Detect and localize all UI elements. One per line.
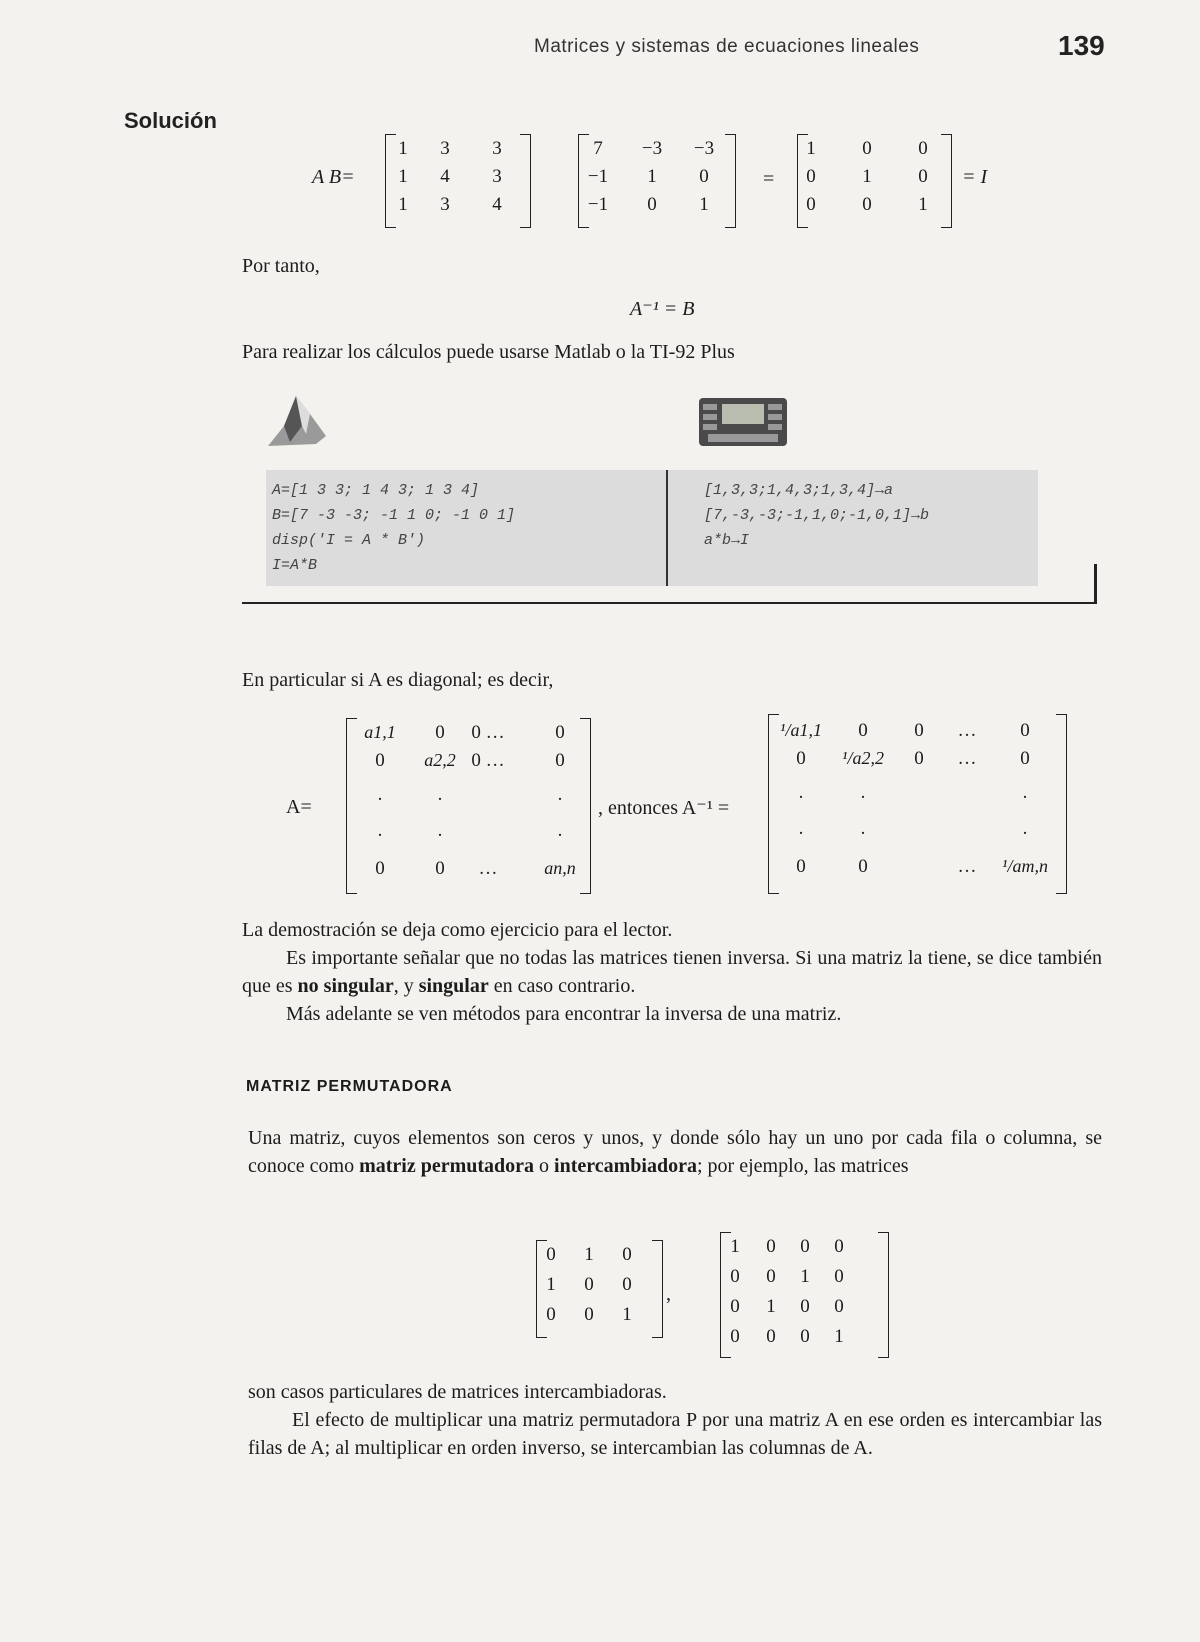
matrix-cell: . [860,782,866,803]
matrix-cell: … [478,858,498,879]
matrix-cell: −1 [587,166,609,187]
matrix-cell: 1 [834,1326,844,1347]
matrix-cell: 0 [918,166,928,187]
matrix-b [585,138,735,228]
matrix-cell: 1 [806,138,816,159]
ti92-code-line: [7,-3,-3;-1,1,0;-1,0,1]→b [704,507,930,524]
matrix-cell: an,n [544,858,576,878]
matrix-cell: 0 [766,1266,776,1287]
matrix-cell: 0 [862,138,872,159]
matrix-cell: 0 [555,722,565,743]
matrix-cell: 0 [834,1296,844,1317]
matrix-cell: 0 [914,748,924,769]
matrix-cell: 0 [796,856,806,877]
matrix-cell: 0 [1020,720,1030,741]
matrix-cell: −3 [641,138,663,159]
matrix-cell: a2,2 [424,750,456,770]
matrix-cell: 3 [440,194,450,215]
tools-sentence: Para realizar los cálculos puede usarse Matlab o la TI-92 Plus [242,341,735,363]
matrix-cell: a1,1 [364,722,396,742]
matrix-cell: ¹/a2,2 [842,748,884,768]
matrix-cell: 0 [555,750,565,771]
matrix-cell: 0 [806,194,816,215]
permutation-matrix-4x4 [726,1236,886,1356]
product-rhs: = I [962,166,988,188]
matrix-cell: 0 [862,194,872,215]
matrix-cell: 0 [796,748,806,769]
matrix-cell: 3 [492,166,502,187]
matrix-cell: −3 [693,138,715,159]
matrix-cell: . [798,782,804,803]
matrix-cell: . [437,784,443,805]
matrix-cell: . [557,784,563,805]
paragraph-permutation-intro: Una matriz, cuyos elementos son ceros y unos, y donde sólo hay un uno por cada fila o columna, se conoce como matriz permutadora o intercambiadora; por ejemplo, las matrices [248,1127,1102,1177]
ti92-code-line: [1,3,3;1,4,3;1,3,4]→a [704,482,894,499]
matrix-cell: 3 [440,138,450,159]
matrix-cell: 0 [375,858,385,879]
matlab-code-line: B=[7 -3 -3; -1 1 0; -1 0 1] [272,507,516,524]
matrix-cell: 1 [647,166,657,187]
matrix-cell: . [1022,782,1028,803]
matrix-cell: 1 [766,1296,776,1317]
matrix-cell: 0 [699,166,709,187]
matrix-cell: . [377,784,383,805]
matrix-cell: 1 [800,1266,810,1287]
diagonal-inverse-matrix [774,720,1064,890]
matrix-cell: 1 [918,194,928,215]
matrix-cell: 0 [622,1244,632,1265]
ti92-code-box [668,470,1038,586]
matlab-code-line: disp('I = A * B') [272,532,426,549]
diagonal-intro: En particular si A es diagonal; es decir, [242,669,554,691]
matrix-cell: … [957,856,977,877]
paragraph-methods: Más adelante se ven métodos para encontrar la inversa de una matriz. [286,1003,842,1025]
page-number: 139 [1058,30,1105,61]
section-title: MATRIZ PERMUTADORA [246,1078,453,1095]
identity-matrix [800,138,950,228]
matrix-cell: 0 [584,1274,594,1295]
matrix-cell: 0 [914,720,924,741]
matrix-cell: 0 [858,720,868,741]
paragraph-permutation-effect: El efecto de multiplicar una matriz permutadora P por una matriz A en ese orden es intercambiar las filas de A; al multiplicar en orden inverso, se intercambian las columnas de A. [248,1409,1102,1459]
matrix-cell: 0 [834,1236,844,1257]
matrix-cell: ¹/am,n [1002,856,1048,876]
ti92-code-line: a*b→I [704,532,750,549]
matrix-cell: 0 [800,1326,810,1347]
matrix-a [388,138,528,228]
matrix-cell: 0 [730,1266,740,1287]
matrix-cell: . [860,818,866,839]
matrix-cell: . [557,820,563,841]
matrix-cell: 0 [766,1326,776,1347]
matrix-cell: … [957,720,977,741]
product-lhs: A B= [312,166,355,188]
matrix-cell: 3 [492,138,502,159]
solution-label: Solución [124,108,217,133]
matrix-cell: 1 [699,194,709,215]
therefore-text: Por tanto, [242,255,320,277]
ti92-calculator-icon [698,394,788,450]
equals-sign: = [763,168,775,190]
paragraph-demonstration: La demostración se deja como ejercicio para el lector. [242,919,673,941]
matrix-cell: . [437,820,443,841]
matrix-cell: 1 [398,166,408,187]
running-title: Matrices y sistemas de ecuaciones lineales [534,36,920,57]
matrix-cell: 4 [440,166,450,187]
matrix-cell: 1 [546,1274,556,1295]
matlab-logo-icon [266,386,336,456]
matlab-code-box [266,470,666,586]
permutation-matrix-3x3 [542,1244,662,1334]
matrix-cell: 0 [546,1244,556,1265]
matrix-cell: . [377,820,383,841]
matrix-cell: ¹/a1,1 [780,720,822,740]
matrix-cell: 0 [584,1304,594,1325]
then-text: , entonces A⁻¹ = [598,797,730,819]
matrix-cell: 4 [492,194,502,215]
matrix-cell: 0 [375,750,385,771]
matrix-cell: 0 [918,138,928,159]
matrix-cell: 0 [834,1266,844,1287]
matrix-cell: 0 [546,1304,556,1325]
matrix-cell: … [957,748,977,769]
matrix-cell: 1 [862,166,872,187]
matrix-cell: 1 [398,138,408,159]
matrix-cell: 0 [800,1236,810,1257]
matrix-cell: 0 [1020,748,1030,769]
matrix-cell: . [1022,818,1028,839]
matrix-cell: 1 [398,194,408,215]
matlab-code-line: A=[1 3 3; 1 4 3; 1 3 4] [272,482,480,499]
matrix-cell: 7 [593,138,603,159]
paragraph-particular-cases: son casos particulares de matrices intercambiadoras. [248,1381,667,1403]
matrix-cell: 0 [800,1296,810,1317]
matrix-cell: 0 [647,194,657,215]
matrix-cell: 0 [622,1274,632,1295]
matrix-cell: −1 [587,194,609,215]
matrix-cell: 0 … [471,722,505,743]
paragraph-singular: Es importante señalar que no todas las matrices tienen inversa. Si una matriz la tiene, se dice también que es no singular, y singular en caso contrario. [242,947,1102,997]
matrix-separator-comma: , [666,1283,671,1305]
matrix-cell: 0 [435,858,445,879]
matrix-cell: 1 [730,1236,740,1257]
matrix-cell: 0 [806,166,816,187]
matrix-cell: 0 [730,1296,740,1317]
matrix-cell: 0 … [471,750,505,771]
matrix-cell: 1 [584,1244,594,1265]
diagonal-matrix [352,722,582,892]
matrix-cell: 1 [622,1304,632,1325]
matrix-cell: . [798,818,804,839]
matrix-cell: 0 [766,1236,776,1257]
diagonal-lhs: A= [286,796,312,818]
matrix-cell: 0 [858,856,868,877]
matrix-cell: 0 [730,1326,740,1347]
inverse-equation: A⁻¹ = B [630,298,695,320]
matrix-cell: 0 [435,722,445,743]
matlab-code-line: I=A*B [272,557,318,574]
